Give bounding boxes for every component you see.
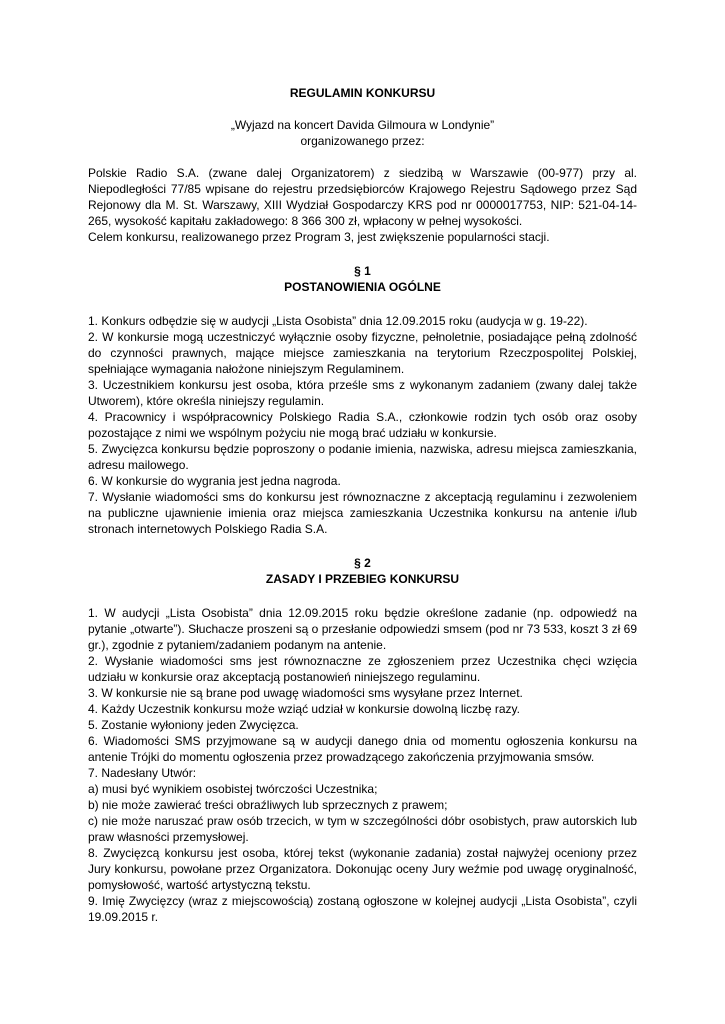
intro-goal: Celem konkursu, realizowanego przez Program 3, jest zwiększenie popularności stacji. [88, 230, 550, 244]
section-1-heading: POSTANOWIENIA OGÓLNE [284, 280, 441, 294]
rule-item: 3. Uczestnikiem konkursu jest osoba, która prześle sms z wykonanym zadaniem (zwany dalej także Utworem), które określa niniejszy regulamin. [88, 378, 637, 408]
rule-item: 4. Każdy Uczestnik konkursu może wziąć udział w konkursie dowolną liczbę razy. [88, 702, 520, 716]
organizer-label: organizowanego przez: [300, 134, 425, 148]
rule-item: 6. W konkursie do wygrania jest jedna nagroda. [88, 474, 341, 488]
rule-item: 5. Zostanie wyłoniony jeden Zwycięzca. [88, 718, 299, 732]
rule-item: c) nie może naruszać praw osób trzecich, w tym w szczególności dóbr osobistych, praw autorskich lub praw własności przemysłowej. [88, 814, 637, 844]
rule-item: 9. Imię Zwycięzcy (wraz z miejscowością) zostaną ogłoszone w kolejnej audycji „Lista Osobista”, czyli 19.09.2015 r. [88, 894, 637, 924]
rule-item: 1. Konkurs odbędzie się w audycji „Lista Osobista” dnia 12.09.2015 roku (audycja w g. 19-22). [88, 314, 588, 328]
rule-item: 6. Wiadomości SMS przyjmowane są w audycji danego dnia od momentu ogłoszenia konkursu na antenie Trójki do momentu ogłoszenia przez prowadzącego zakończenia przyjmowania smsów. [88, 734, 637, 764]
rule-item: 5. Zwycięzca konkursu będzie poproszony o podanie imienia, nazwiska, adresu miejsca zamieszkania, adresu mailowego. [88, 442, 637, 472]
intro-paragraph: Polskie Radio S.A. (zwane dalej Organizatorem) z siedzibą w Warszawie (00-977) przy al. Niepodległości 77/85 wpisane do rejestru przedsiębiorców Krajowego Rejestru Sądowego przez Sąd Rejonowy dla M. St. Warszawy, XIII Wydział Gospodarczy KRS pod nr 0000017753, NIP: 521-04-14-265, wysokość kapitału zakładowego: 8 366 300 zł, wpłacony w pełnej wysokości. [88, 166, 637, 228]
rule-item: 2. Wysłanie wiadomości sms jest równoznaczne ze zgłoszeniem przez Uczestnika chęci wzięcia udziału w konkursie oraz akceptacją postanowień niniejszego regulaminu. [88, 654, 637, 684]
rule-item: 8. Zwycięzcą konkursu jest osoba, której tekst (wykonanie zadania) został najwyżej oceniony przez Jury konkursu, powołane przez Organizatora. Dokonując oceny Jury weźmie pod uwagę oryginalność, pomysłowość, wartość artystyczną tekstu. [88, 846, 637, 892]
rule-item: 4. Pracownicy i współpracownicy Polskiego Radia S.A., członkowie rodzin tych osób oraz osoby pozostające z nimi we wspólnym pożyciu nie mogą brać udziału w konkursie. [88, 410, 637, 440]
rule-item: a) musi być wynikiem osobistej twórczości Uczestnika; [88, 782, 378, 796]
section-2-heading: ZASADY I PRZEBIEG KONKURSU [265, 572, 460, 586]
rule-item: b) nie może zawierać treści obraźliwych lub sprzecznych z prawem; [88, 798, 448, 812]
rule-item: 1. W audycji „Lista Osobista” dnia 12.09.2015 roku będzie określone zadanie (np. odpowiedź na pytanie „otwarte”). Słuchacze proszeni są o przesłanie odpowiedzi smsem (pod nr 73 533, koszt 3 zł 69 gr.), zgodnie z pytaniem/zadaniem podanym na antenie. [88, 606, 637, 652]
section-1-number: § 1 [354, 264, 371, 278]
rule-item: 2. W konkursie mogą uczestniczyć wyłącznie osoby fizyczne, pełnoletnie, posiadające pełną zdolność do czynności prawnych, mające miejsce zamieszkania na terytorium Rzeczpospolitej Polskiej, spełniające wymagania nałożone niniejszym Regulaminem. [88, 330, 637, 376]
contest-name: „Wyjazd na koncert Davida Gilmoura w Londynie” [230, 118, 495, 132]
document-title: REGULAMIN KONKURSU [289, 86, 436, 100]
section-2-number: § 2 [354, 556, 371, 570]
rule-item: 7. Wysłanie wiadomości sms do konkursu jest równoznaczne z akceptacją regulaminu i zezwoleniem na publiczne ujawnienie imienia oraz miejsca zamieszkania Uczestnika konkursu na antenie i/lub stronach internetowych Polskiego Radia S.A. [88, 490, 637, 536]
section-1-rules [88, 313, 637, 537]
rule-item: 3. W konkursie nie są brane pod uwagę wiadomości sms wysyłane przez Internet. [88, 686, 523, 700]
section-2-rules [88, 605, 637, 925]
rule-item: 7. Nadesłany Utwór: [88, 766, 197, 780]
